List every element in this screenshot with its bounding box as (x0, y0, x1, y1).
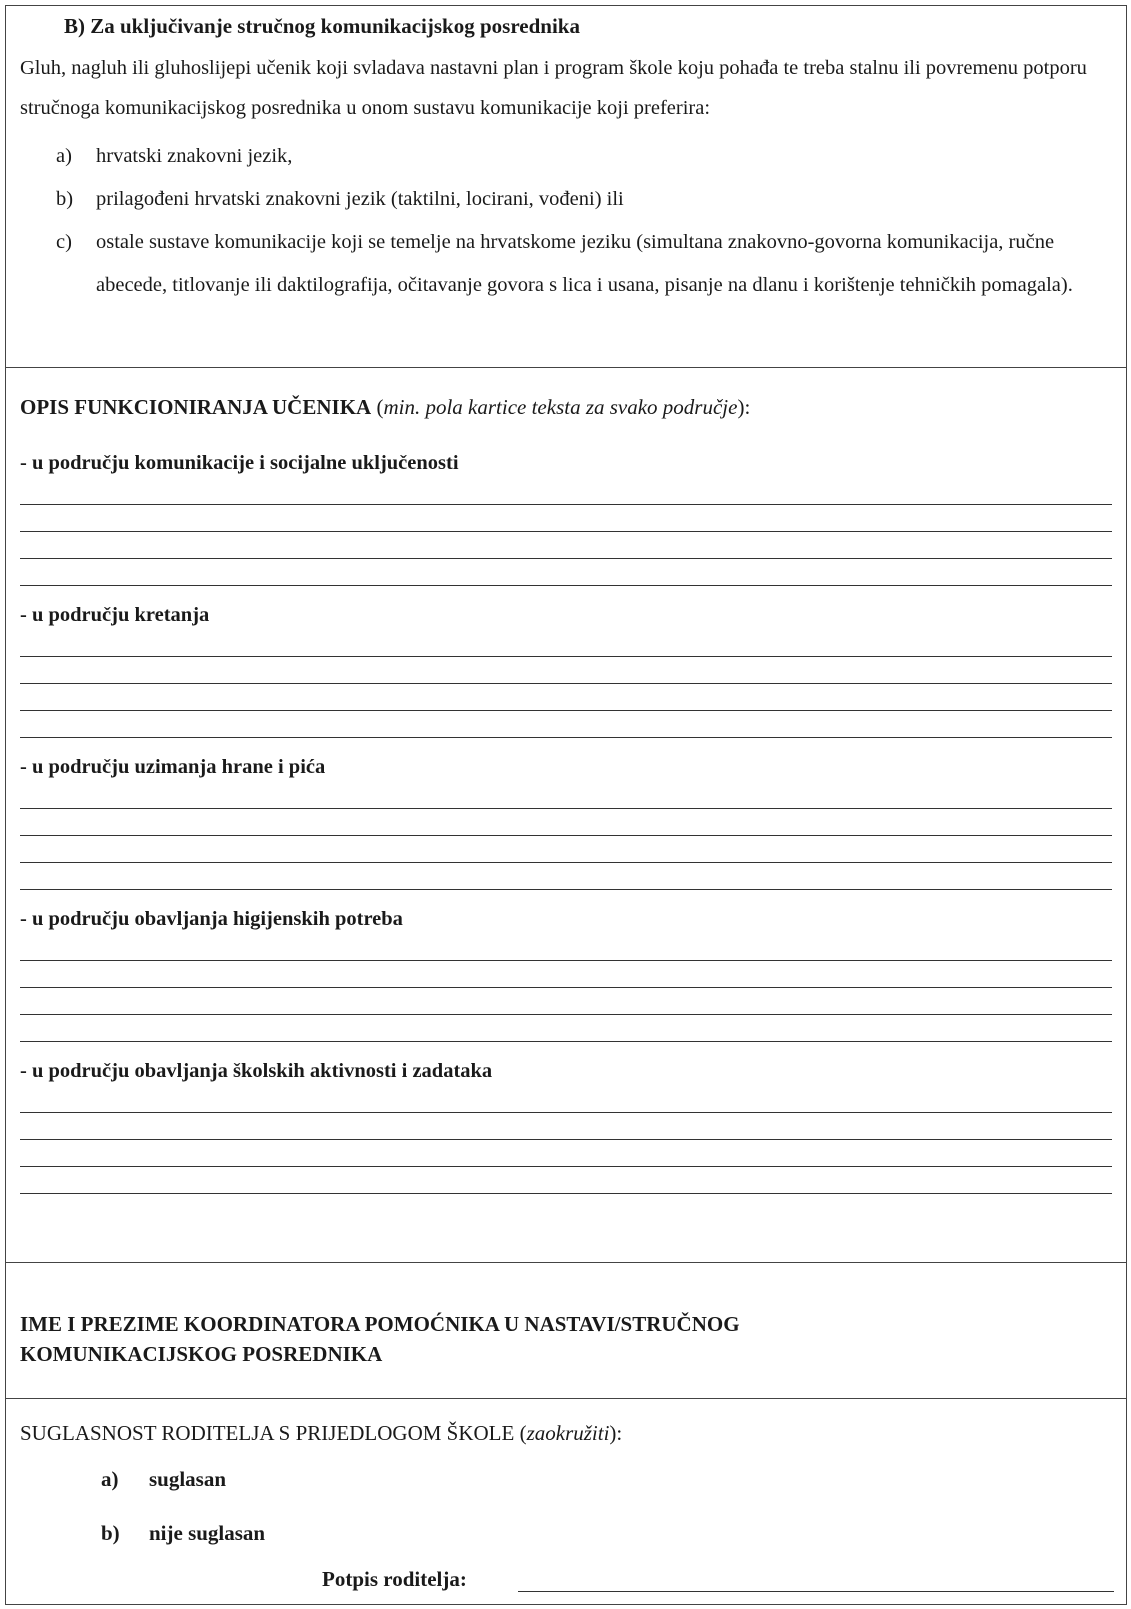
option-label: nije suglasan (149, 1521, 266, 1545)
write-line[interactable] (20, 934, 1112, 961)
consent-title: SUGLASNOST RODITELJA S PRIJEDLOGOM ŠKOLE (20, 1421, 515, 1445)
write-line[interactable] (20, 559, 1112, 586)
list-item (6, 178, 1116, 221)
list-item-text: ostale sustave komunikacije koji se temelje na hrvatskome jeziku (simultana znakovno-govorna komunikacija, ručne abecede, titlovanje ili daktilografija, očitavanje govora s lica i usana, pisanje na dlanu i korištenje tehničkih pomagala). (96, 231, 1073, 296)
coordinator-heading-line2: KOMUNIKACIJSKOG POSREDNIKA (20, 1342, 383, 1366)
area-label: - u području uzimanja hrane i pića (20, 756, 326, 778)
list-item-text: prilagođeni hrvatski znakovni jezik (taktilni, locirani, vođeni) ili (96, 188, 624, 210)
list-marker: a) (56, 145, 72, 167)
write-line[interactable] (20, 988, 1112, 1015)
consent-title-note: zaokružiti (526, 1421, 610, 1445)
write-line[interactable] (20, 961, 1112, 988)
area-hygiene (20, 904, 1112, 1042)
section-b-paragraph: Gluh, nagluh ili gluhoslijepi učenik koji svladava nastavni plan i program škole koju pohađa te treba stalnu ili povremenu potporu stručnoga komunikacijskog posrednika u onom sustavu komunikacije koji preferira: (20, 57, 1087, 119)
list-item-text: hrvatski znakovni jezik, (96, 145, 293, 167)
area-label: - u području obavljanja školskih aktivnosti i zadataka (20, 1060, 493, 1082)
list-marker: c) (56, 231, 72, 253)
opis-heading: OPIS FUNKCIONIRANJA UČENIKA (min. pola kartice teksta za svako područje): (20, 395, 751, 419)
list-marker: b) (56, 188, 74, 210)
opis-title-note: min. pola kartice teksta za svako područje (383, 395, 738, 419)
area-school-activities (20, 1056, 1112, 1194)
write-line[interactable] (20, 505, 1112, 532)
write-line[interactable] (20, 1086, 1112, 1113)
write-line[interactable] (20, 1140, 1112, 1167)
list-item (6, 221, 1116, 307)
opis-title: OPIS FUNKCIONIRANJA UČENIKA (20, 395, 372, 419)
area-communication (20, 448, 1112, 586)
area-food-drink (20, 752, 1112, 890)
write-line[interactable] (20, 809, 1112, 836)
write-line[interactable] (20, 1167, 1112, 1194)
form-frame (5, 5, 1127, 1605)
list-item (6, 135, 1116, 178)
area-label: - u području kretanja (20, 604, 210, 626)
section-communication-mediator (6, 6, 1126, 368)
write-line[interactable] (20, 836, 1112, 863)
coordinator-heading (20, 1309, 740, 1369)
consent-heading: SUGLASNOST RODITELJA S PRIJEDLOGOM ŠKOLE (zaokružiti): (20, 1421, 623, 1445)
write-line[interactable] (20, 657, 1112, 684)
consent-option-agree[interactable] (101, 1467, 226, 1492)
signature-label: Potpis roditelja: (322, 1567, 467, 1591)
write-line[interactable] (20, 478, 1112, 505)
write-line[interactable] (20, 782, 1112, 809)
area-movement (20, 600, 1112, 738)
section-student-functioning (6, 368, 1126, 1263)
signature-line[interactable] (518, 1591, 1114, 1592)
write-line[interactable] (20, 532, 1112, 559)
area-label: - u području komunikacije i socijalne uključenosti (20, 452, 459, 474)
write-line[interactable] (20, 1113, 1112, 1140)
write-line[interactable] (20, 1015, 1112, 1042)
option-marker: b) (101, 1521, 120, 1545)
section-b-title: B) Za uključivanje stručnog komunikacijskog posrednika (64, 14, 580, 38)
area-label: - u području obavljanja higijenskih potreba (20, 908, 403, 930)
consent-option-disagree[interactable] (101, 1521, 265, 1546)
write-line[interactable] (20, 863, 1112, 890)
write-line[interactable] (20, 684, 1112, 711)
coordinator-heading-line1: IME I PREZIME KOORDINATORA POMOĆNIKA U NASTAVI/STRUČNOG (20, 1312, 740, 1336)
option-marker: a) (101, 1467, 119, 1491)
option-label: suglasan (149, 1467, 227, 1491)
communication-system-list (6, 135, 1116, 307)
section-coordinator-name (6, 1263, 1126, 1399)
write-line[interactable] (20, 711, 1112, 738)
write-line[interactable] (20, 630, 1112, 657)
section-parent-consent (6, 1399, 1126, 1604)
